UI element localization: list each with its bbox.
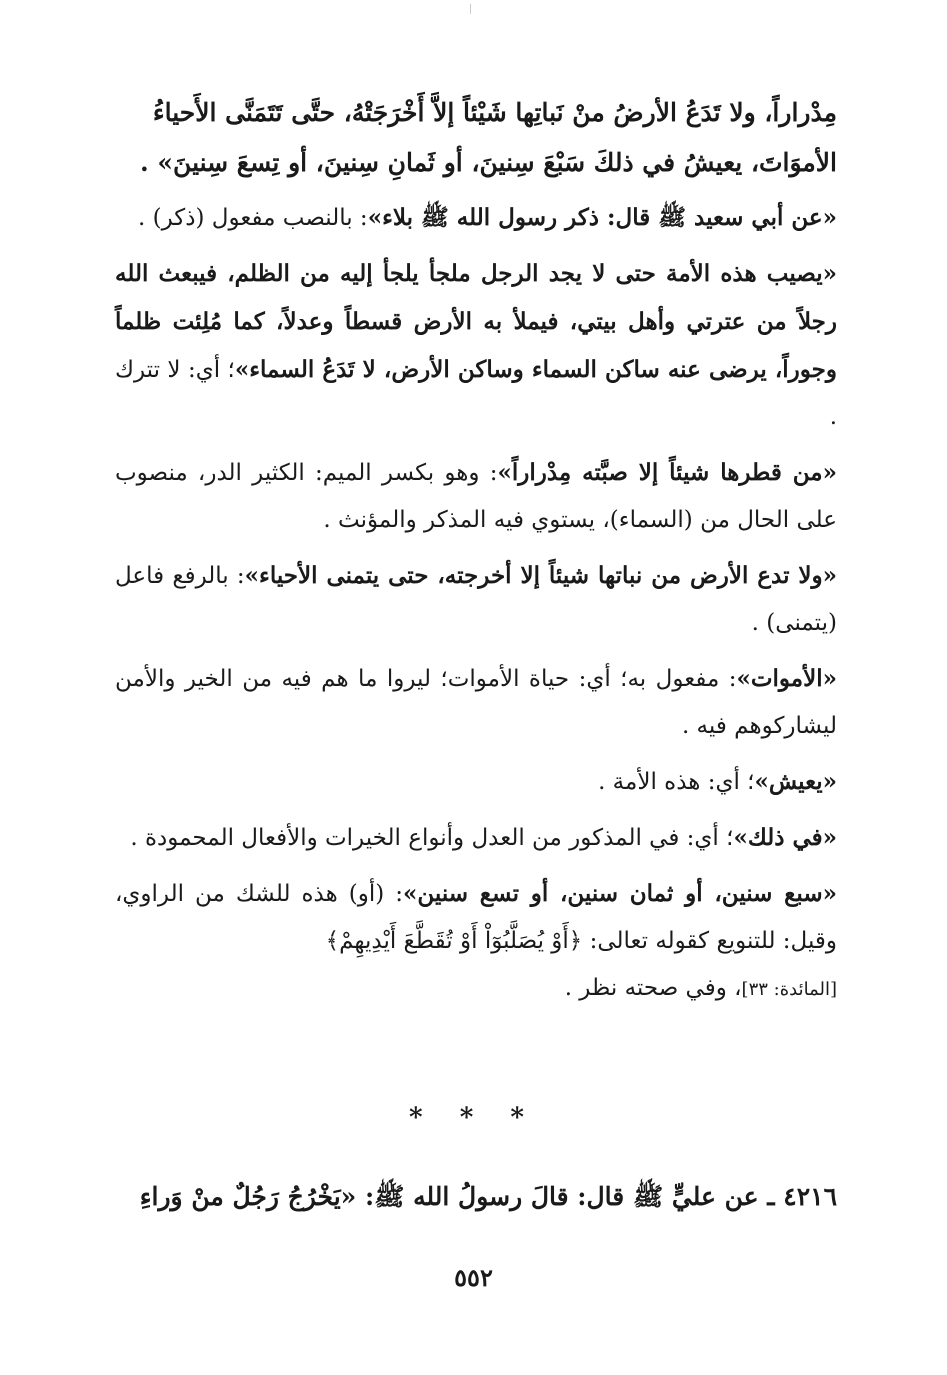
section-separator: * * * (409, 1103, 538, 1133)
page-number: ٥٥٢ (454, 1263, 493, 1292)
commentary-paragraph-6: «يعيش»؛ أي: هذه الأمة . (598, 768, 837, 795)
top-margin-mark (470, 4, 471, 14)
commentary-paragraph-4: «ولا تدع الأرض من نباتها شيئاً إلا أخرجته، حتى يتمنى الأحياء»: بالرفع فاعل (يتمنى) . (115, 562, 837, 636)
next-hadith-line: ٤٢١٦ ـ عن عليٍّ ﷺ قال: قالَ رسولُ الله ﷺ: «يَخْرُجُ رَجُلٌ منْ وَراءِ (139, 1182, 837, 1211)
commentary-paragraph-7: «في ذلك»؛ أي: في المذكور من العدل وأنواع الخيرات والأفعال المحمودة . (130, 824, 837, 851)
commentary-paragraph-2: «يصيب هذه الأمة حتى لا يجد الرجل ملجأ يلجأ إليه من الظلم، فيبعث الله رجلاً من عترتي وأهل بيتي، فيملأ به الأرض قسطاً وعدلاً، كما مُلِئت ظلماً وجوراً، يرضى عنه ساكن السماء وساكن الأرض، لا تَدَعُ السماء»؛ أي: لا تترك . (115, 260, 837, 430)
hadith-continuation-line-2: الأموَاتَ، يعيشُ في ذلكَ سَبْعَ سِنينَ، أو ثَمانِ سِنينَ، أو تِسعَ سِنينَ» . (140, 148, 837, 177)
commentary-paragraph-1: «عن أبي سعيد ﷺ قال: ذكر رسول الله ﷺ بلاء»: بالنصب مفعول (ذكر) . (138, 204, 837, 231)
page-body (115, 88, 837, 1021)
quran-reference-tail: ، وفي صحته نظر . (564, 975, 742, 1001)
quran-reference: [المائدة: ٣٣] (741, 979, 837, 1000)
commentary-paragraph-5: «الأموات»: مفعول به؛ أي: حياة الأموات؛ ليروا ما هم فيه من الخير والأمن ليشاركوهم فيه . (115, 665, 837, 739)
hadith-continuation-line-1: مِدْراراً، ولا تَدَعُ الأرضُ منْ نَباتِها شَيْئاً إلاَّ أَخْرَجَتْهُ، حتَّى تَتَمَنَّى الأَحياءُ (152, 98, 837, 127)
commentary-paragraph-8: «سبع سنين، أو ثمان سنين، أو تسع سنين»: (أو) هذه للشك من الراوي، وقيل: للتنويع كقوله تعالى: ﴿أَوْ يُصَلَّبُوٓاْ أَوْ تُقَطَّعَ أَيْدِيهِمْ﴾ [المائدة: ٣٣]، وفي صحته نظر . (115, 880, 837, 1001)
commentary-paragraph-3: «من قطرها شيئاً إلا صبَّته مِدْراراً»: وهو بكسر الميم: الكثير الدر، منصوب على الحال من (السماء)، يستوي فيه المذكر والمؤنث . (115, 459, 837, 533)
